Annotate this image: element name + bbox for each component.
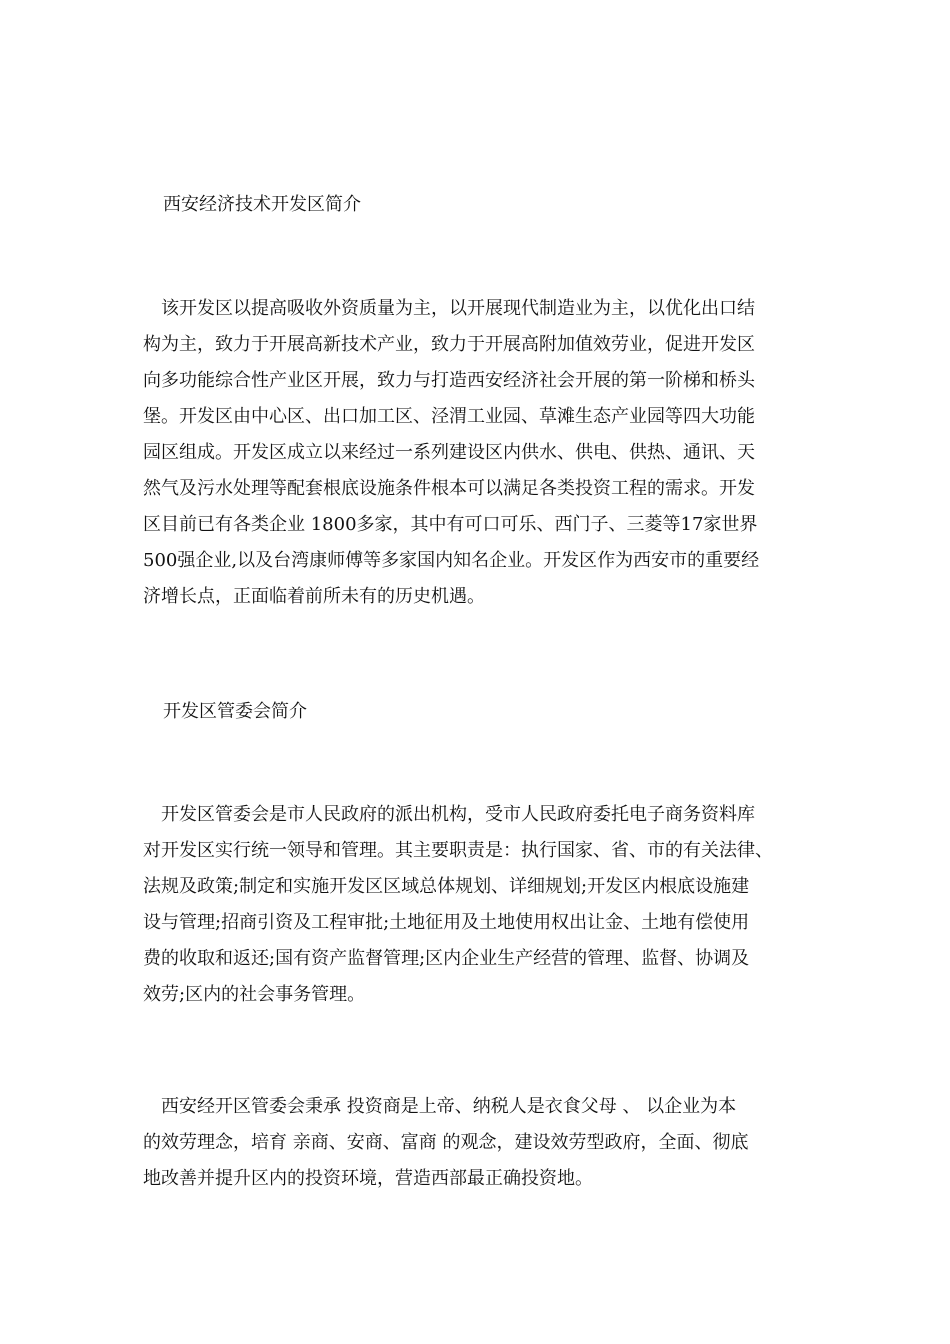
text-line: 效劳;区内的社会事务管理。 [143,984,366,1005]
text-line: 区目前已有各类企业 1800多家，其中有可口可乐、西门子、三菱等17家世界 [143,514,758,535]
text-line: 对开发区实行统一领导和管理。其主要职责是：执行国家、省、市的有关法律、 [143,840,773,861]
text-line: 西安经开区管委会秉承 投资商是上帝、纳税人是衣食父母 、 以企业为本 [143,1096,737,1117]
paragraph-development-zone-overview [143,291,813,615]
text-line: 然气及污水处理等配套根底设施条件根本可以满足各类投资工程的需求。开发 [143,478,755,499]
text-line: 开发区管委会是市人民政府的派出机构，受市人民政府委托电子商务资料库 [143,804,755,825]
section-heading-introduction: 西安经济技术开发区简介 [163,194,361,215]
text-line: 园区组成。开发区成立以来经过一系列建设区内供水、供电、供热、通讯、天 [143,442,755,463]
text-line: 的效劳理念，培育 亲商、安商、富商 的观念，建设效劳型政府，全面、彻底 [143,1132,749,1153]
text-line: 济增长点，正面临着前所未有的历史机遇。 [143,586,485,607]
text-line: 法规及政策;制定和实施开发区区域总体规划、详细规划;开发区内根底设施建 [143,876,750,897]
text-line: 向多功能综合性产业区开展，致力与打造西安经济社会开展的第一阶梯和桥头 [143,370,755,391]
paragraph-committee-duties [143,797,813,1013]
text-line: 费的收取和返还;国有资产监督管理;区内企业生产经营的管理、监督、协调及 [143,948,750,969]
text-line: 堡。开发区由中心区、出口加工区、泾渭工业园、草滩生态产业园等四大功能 [143,406,755,427]
text-line: 构为主，致力于开展高新技术产业，致力于开展高附加值效劳业，促进开发区 [143,334,755,355]
text-line: 该开发区以提高吸收外资质量为主，以开展现代制造业为主，以优化出口结 [143,298,755,319]
text-line: 地改善并提升区内的投资环境，营造西部最正确投资地。 [143,1168,593,1189]
paragraph-service-philosophy [143,1089,813,1197]
section-heading-committee: 开发区管委会简介 [163,701,307,722]
text-line: 500强企业,以及台湾康师傅等多家国内知名企业。开发区作为西安市的重要经 [143,550,760,571]
text-line: 设与管理;招商引资及工程审批;土地征用及土地使用权出让金、土地有偿使用 [143,912,750,933]
